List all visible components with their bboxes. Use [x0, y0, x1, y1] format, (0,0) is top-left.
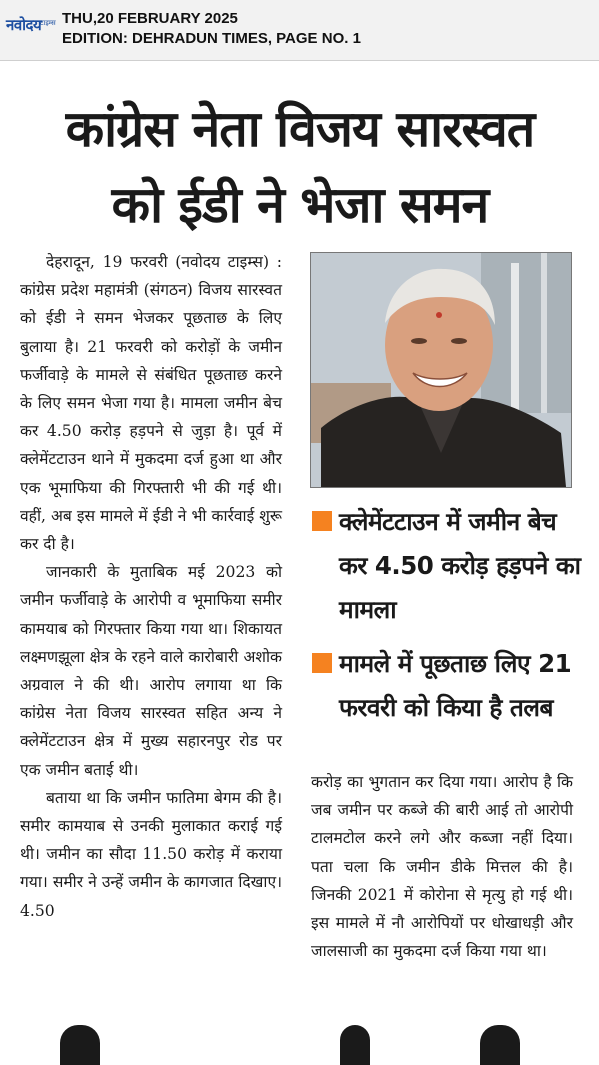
- headline-line-1: कांग्रेस नेता विजय सारस्वत: [65, 100, 535, 158]
- edition-header: [0, 0, 599, 61]
- cropped-headline-fragment: [60, 1025, 100, 1065]
- logo-wordmark: नवोदय: [6, 16, 42, 34]
- portrait-illustration: [311, 253, 571, 487]
- square-bullet-icon: [312, 653, 332, 673]
- highlight-item: [312, 642, 582, 730]
- highlight-text: मामले में पूछताछ लिए 21 फरवरी को किया है तलब: [339, 649, 572, 722]
- headline-line-2: को ईडी ने भेजा समन: [111, 176, 489, 234]
- article-paragraph: जानकारी के मुताबिक मई 2023 को जमीन फर्जीवाड़े के आरोपी व भूमाफिया समीर कामयाब को गिरफ्तार किया गया था। शिकायत लक्ष्मणझूला क्षेत्र के रहने वाले कारोबारी अशोक अग्रवाल ने की थी। आरोप लगाया था कि कांग्रेस नेता विजय सारस्वत सहित अन्य ने क्लेमेंटटाउन क्षेत्र में मुख्य सहारनपुर रोड पर एक जमीन बताई थी।: [20, 563, 282, 779]
- edition-date: THU,20 FEBRUARY 2025: [62, 10, 238, 27]
- highlight-text: क्लेमेंटटाउन में जमीन बेच कर 4.50 करोड़ हड़पने का मामला: [339, 507, 581, 624]
- cropped-headline-fragment: [340, 1025, 370, 1065]
- cropped-headline-fragment: [480, 1025, 520, 1065]
- article-column-left: [20, 248, 282, 925]
- highlight-item: [312, 500, 582, 632]
- highlights-box: [312, 500, 582, 740]
- article-paragraph: करोड़ का भुगतान कर दिया गया। आरोप है कि जब जमीन पर कब्जे की बारी आई तो आरोपी टालमटोल करने लगे और कब्जा नहीं दिया। पता चला कि जमीन डीके मित्तल की है। जिनकी 2021 में कोरोना से मृत्यु हो गई थी। इस मामले में नौ आरोपियों पर धोखाधड़ी और जालसाजी का मुकदमा दर्ज किया गया था।: [311, 773, 573, 961]
- logo-subtext: टाइम्स: [40, 19, 56, 27]
- article-paragraph: बताया था कि जमीन फातिमा बेगम की है। समीर कामयाब से उनकी मुलाकात कराई गई थी। जमीन का सौदा 11.50 करोड़ में कराया गया। समीर ने उन्हें जमीन के कागजात दिखाए। 4.50: [20, 788, 282, 920]
- newspaper-logo[interactable]: [6, 15, 54, 41]
- square-bullet-icon: [312, 511, 332, 531]
- edition-info: EDITION: DEHRADUN TIMES, PAGE NO. 1: [62, 30, 361, 47]
- article-column-right: [311, 768, 573, 965]
- politician-photo: [310, 252, 572, 488]
- article-paragraph: देहरादून, 19 फरवरी (नवोदय टाइम्स) : कांग्रेस प्रदेश महामंत्री (संगठन) विजय सारस्वत को ईडी ने समन भेजकर पूछताछ के लिए बुलाया है। 21 फरवरी को करोड़ों के जमीन फर्जीवाड़े के मामले से संबंधित पूछताछ करने के लिए समन भेजा गया है। मामला जमीन बेच कर 4.50 करोड़ हड़पने से जुड़ा है। पूर्व में क्लेमेंटटाउन थाने में मुकदमा दर्ज हुआ था और एक भूमाफिया की गिरफ्तारी भी की गई थी। वहीं, अब इस मामले में ईडी ने भी कार्रवाई शुरू कर दी है।: [20, 253, 282, 554]
